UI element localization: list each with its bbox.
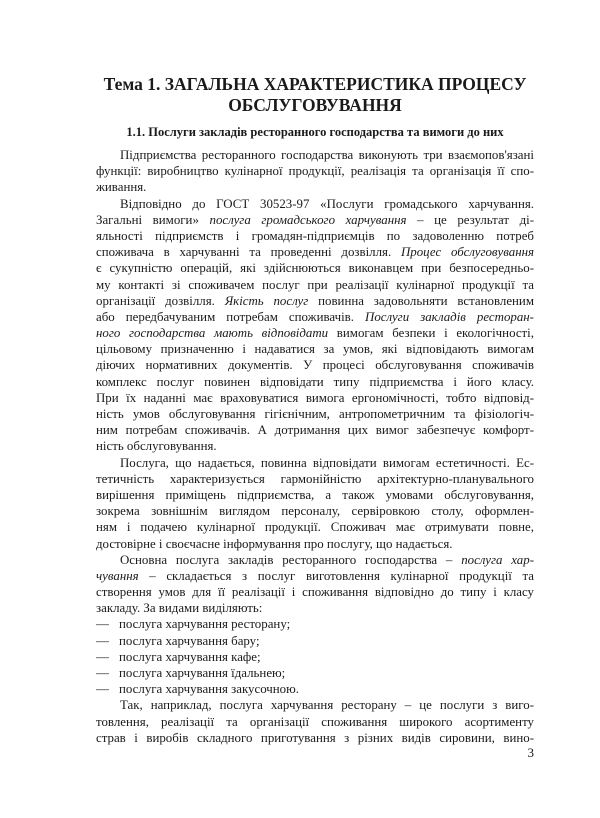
text-line: цільовому призначенню і надаватися за умов, які відповідають вимогам (96, 342, 534, 357)
list-item (96, 681, 534, 697)
text-line: страв і виробів складного приготування з різних видів сировини, вино- (96, 730, 534, 745)
dash-bullet: — (96, 666, 109, 680)
text-line: Так, наприклад, послуга харчування ресторану – це послуги з виго- (120, 698, 534, 713)
paragraph-main-service (96, 552, 534, 617)
dash-bullet: — (96, 633, 109, 648)
text-line: тетичність характеризується гармонійністю архітектурно-планувального (96, 471, 534, 486)
paragraph-functions (96, 147, 534, 196)
term-catering-service: послуга громадського харчування (209, 212, 407, 227)
list-item-text: послуга харчування їдальнею; (119, 666, 286, 680)
text-line: комплекс послуг повинен відповідати типу підприємства і його класу. (96, 374, 534, 389)
text-line: товлення, реалізації та організації споживання широкого асортименту (96, 714, 534, 729)
text-line: є сукупністю операцій, які здійснюються виконавцем при безпосередньо- (96, 261, 534, 276)
page-number: 3 (527, 745, 534, 760)
text-line: Відповідно до ГОСТ 30523-97 «Послуги громадського харчування. (120, 196, 534, 211)
text-line: ням і подачею кулінарної продукції. Споживач має отримувати повне, (96, 520, 534, 535)
list-item (96, 665, 534, 681)
text-line: му контакті зі споживачем послуг при реалізації кулінарної продукції та (96, 277, 534, 292)
body-text (96, 147, 534, 746)
text-line: діючих нормативних документів. У процесі обслуговування споживачів (96, 358, 534, 373)
text-line: достовірне і своєчасне інформування про послугу, що надається. (96, 536, 453, 551)
text-run: споживача в харчуванні та проведенні дозвілля. (96, 245, 401, 260)
text-line: створення умов для її реалізації і споживання відповідно до типу і класу (96, 585, 534, 600)
dash-bullet: — (96, 649, 109, 664)
text-line (96, 552, 534, 568)
topic-title-line-2: ОБСЛУГОВУВАННЯ (228, 95, 402, 115)
term-catering: послуга хар- (461, 552, 534, 567)
topic-title-line-1: Тема 1. ЗАГАЛЬНА ХАРАКТЕРИСТИКА ПРОЦЕСУ (103, 74, 527, 94)
text-line: вирішення приміщень підприємства, а також умовами обслуговування, (96, 487, 534, 502)
list-item-text: послуга харчування кафе; (119, 649, 261, 664)
term-restaurant-services: Послуги закладів ресторан- (365, 309, 534, 324)
text-line: Послуга, що надається, повинна відповідати вимогам естетичності. Ес- (120, 455, 534, 470)
service-types-list (96, 616, 534, 697)
text-line (96, 212, 534, 228)
term-must-comply: ного господарства мають відповідати (96, 326, 329, 341)
term-service-process: Процес обслуговування (400, 245, 534, 260)
list-item (96, 616, 534, 632)
text-line (96, 309, 534, 325)
list-item-text: послуга харчування ресторану; (119, 617, 291, 632)
paragraph-restaurant-example (96, 697, 534, 746)
paragraph-definitions (96, 196, 534, 455)
section-title: 1.1. Послуги закладів ресторанного господарства та вимоги до них (126, 125, 504, 139)
paragraph-aesthetics (96, 455, 534, 552)
text-run: – це результат ді- (406, 212, 534, 227)
text-line (96, 244, 534, 260)
text-line (96, 293, 534, 309)
text-run: – складається з послуг виготовлення кулінарної продукції та (138, 568, 534, 583)
text-line: ність обслуговування. (96, 439, 217, 454)
text-line: функції: виробництво кулінарної продукції, реалізація та організація її спо- (96, 164, 534, 179)
text-run: повинна задовольняти встановленим (308, 293, 534, 308)
text-line: ність умов обслуговування гігієнічним, антропометричним та фізіологіч- (96, 407, 534, 421)
text-line: ним потребам споживачів. А дотримання цих вимог забезпечує комфорт- (96, 423, 534, 438)
list-item (96, 649, 534, 665)
text-run: Основна послуга закладів ресторанного господарства – (120, 552, 462, 567)
dash-bullet: — (96, 682, 109, 697)
text-line: живання. (96, 180, 147, 195)
text-line (96, 568, 534, 584)
text-line: Підприємства ресторанного господарства виконують три взаємопов'язані (120, 148, 534, 162)
term-catering-cont: чування (96, 568, 139, 583)
text-line (96, 325, 534, 341)
text-line: закладу. За видами виділяють: (96, 601, 263, 616)
text-line: зокрема зовнішнім виглядом персоналу, сервіровкою столу, оформлен- (96, 504, 534, 519)
dash-bullet: — (96, 617, 109, 632)
list-item (96, 633, 534, 649)
topic-title (96, 74, 534, 116)
term-service-quality: Якість послуг (224, 293, 309, 308)
text-line: яльності підприємств і громадян-підприємців по задоволенню потреб (96, 228, 534, 243)
text-run: організації дозвілля. (96, 293, 225, 308)
text-run: вимогам безпеки і екологічності, (328, 326, 534, 341)
text-run: або передбачуваним потребам споживачів. (96, 309, 366, 324)
text-run: Загальні вимоги» (96, 212, 210, 227)
list-item-text: послуга харчування закусочною. (119, 682, 299, 697)
list-item-text: послуга харчування бару; (119, 633, 260, 648)
text-line: При їх наданні має враховуватися вимога ергономічності, тобто відповід- (96, 390, 534, 405)
